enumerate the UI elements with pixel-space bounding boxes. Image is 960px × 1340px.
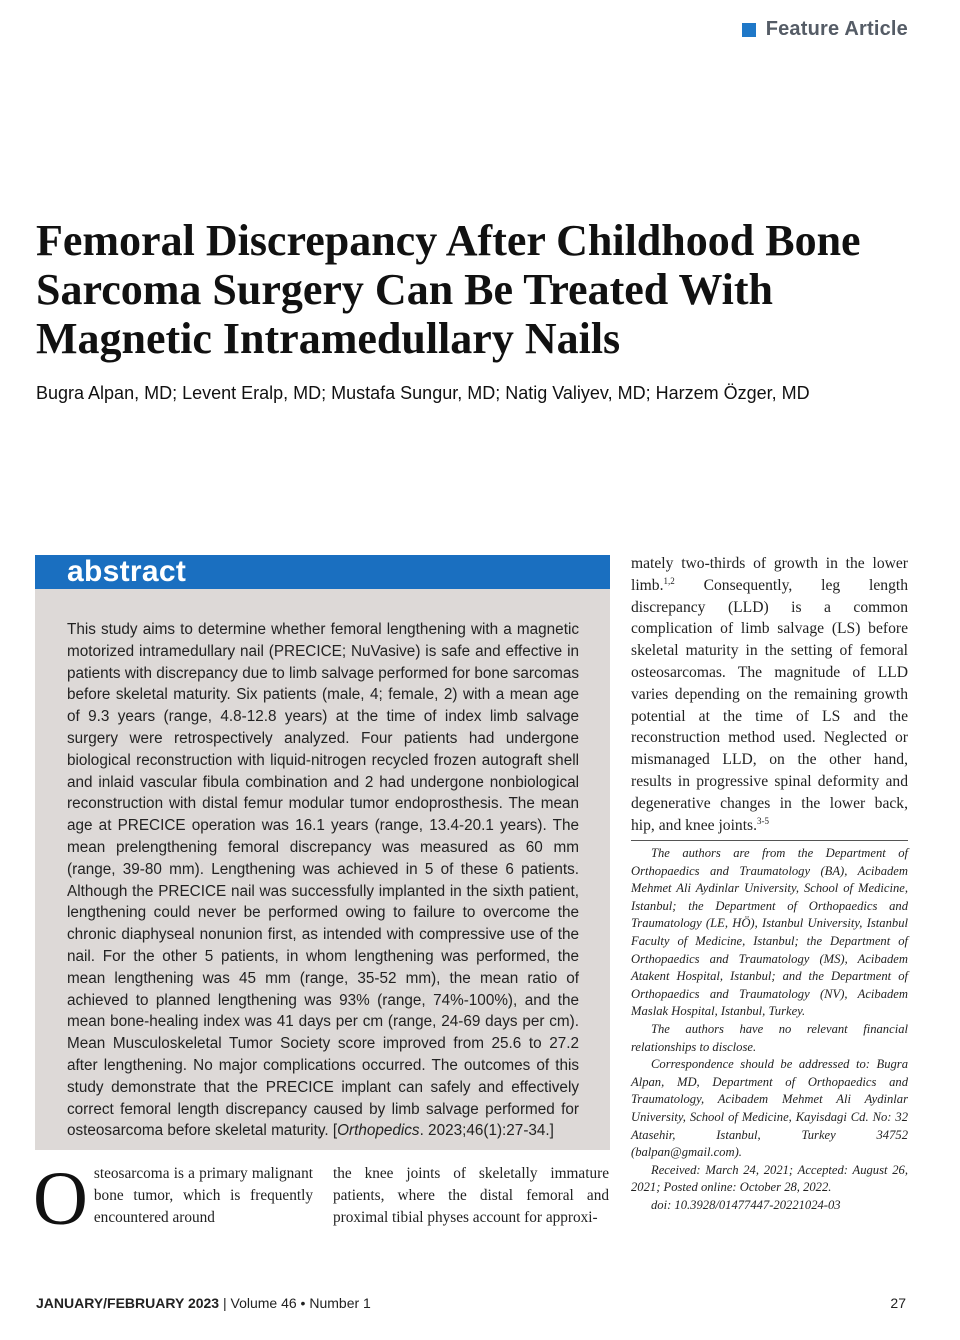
section-label	[742, 18, 908, 41]
abstract-text	[67, 619, 579, 1142]
abstract-heading: abstract	[67, 555, 187, 588]
title-line: Femoral Discrepancy After Childhood Bone	[36, 216, 861, 265]
body-text-col3a: mately two-thirds of growth in the lower limb.	[631, 555, 908, 594]
section-label-text: Feature Article	[765, 18, 908, 40]
body-column-2: the knee joints of skeletally immature patients, where the distal femoral and proximal tibial physes account for approxi-	[333, 1165, 609, 1226]
article-title	[36, 216, 916, 363]
title-line: Magnetic Intramedullary Nails	[36, 314, 621, 363]
footer-volume: | Volume 46 • Number 1	[219, 1295, 371, 1311]
drop-cap: O	[33, 1157, 88, 1241]
abstract-header	[35, 555, 610, 589]
notes-divider	[631, 840, 908, 841]
footer-issue: JANUARY/FEBRUARY 2023	[36, 1295, 220, 1311]
body-text-col3b: Consequently, leg length discrepancy (LLD) is a common complication of limb salvage (LS) before skeletal maturity in the setting of femoral osteosarcomas. The magnitude of LLD varies depending on the remaining growth potential at the time of LS and the reconstruction method used. Neglected or mismanaged LLD, on the other hand, results in progressive spinal deformity and degenerative changes in the lower back, hip, and knee joints.	[631, 576, 908, 834]
reference-superscript: 3-5	[757, 815, 770, 826]
disclosure-note: The authors have no relevant financial relationships to disclose.	[631, 1021, 908, 1054]
doi-note: doi: 10.3928/01477447-20221024-03	[651, 1197, 841, 1212]
body-text-col1: steosarcoma is a primary malignant bone tumor, which is frequently encountered around	[93, 1165, 313, 1226]
article-notes	[631, 845, 908, 1214]
affiliations-note: The authors are from the Department of Orthopaedics and Traumatology (BA), Acibadem Mehmet Ali Aydinlar University, School of Medicine, Istanbul; the Department of Orthopaedics and Traumatology (LE, HÖ), Istanbul University, Istanbul Faculty of Medicine, Istanbul; the Department of Orthopaedics and Traumatology (MS), Acibadem Atakent Hospital, Istanbul; and the Department of Orthopaedics and Traumatology (NV), Acibadem Maslak Hospital, Istanbul, Turkey.	[631, 846, 908, 1019]
dates-note: Received: March 24, 2021; Accepted: August 26, 2021; Posted online: October 28, 2022.	[631, 1162, 908, 1195]
correspondence-note: Correspondence should be addressed to: Bugra Alpan, MD, Department of Orthopaedics and Traumatology, Acibadem Mehmet Ali Aydinlar University, School of Medicine, Kayisdagi Cd. No: 32 Atasehir, Istanbul, Turkey 34752 (balpan@gmail.com).	[631, 1057, 908, 1160]
reference-superscript: 1,2	[663, 575, 675, 586]
abstract-citation-rest: . 2023;46(1):27-34.]	[419, 1122, 554, 1140]
title-line: Sarcoma Surgery Can Be Treated With	[36, 265, 773, 314]
abstract-box	[35, 555, 610, 1150]
abstract-citation-journal: Orthopedics	[337, 1122, 420, 1140]
body-column-1	[33, 1157, 313, 1241]
abstract-body: This study aims to determine whether femoral lengthening with a magnetic motorized intramedullary nail (PRECICE; NuVasive) is safe and effective in patients with discrepancy due to limb salvage performed for bone sarcomas before skeletal maturity. Six patients (male, 4; female, 2) with a mean age of 9.3 years (range, 4.8-12.8 years) at the time of index limb salvage surgery were retrospectively analyzed. Four patients had undergone biological reconstruction with liquid-nitrogen recycled frozen autograft shell and inlaid vascular fibula combination and 2 had undergone nonbiological reconstruction with distal femur modular tumor endoprosthesis. The mean age at PRECICE operation was 16.1 years (range, 13.4-20.1 years). The mean prelengthening femoral discrepancy was measured as 60 mm (range, 39-80 mm). Lengthening was achieved in 5 of these 6 patients. Although the PRECICE nail was successfully implanted in the sixth patient, lengthening could never be performed owing to failure to overcome the chronic diaphyseal nonunion first, as intended with compressive use of the nail. For the other 5 patients, in whom lengthening was performed, the mean lengthening was 45 mm (range, 35-52 mm), the mean ratio of achieved to planned lengthening was 93% (range, 74%-100%), and the mean bone-healing index was 41 days per cm (range, 24-69 days per cm). Mean Musculoskeletal Tumor Society score improved from 25.6 to 27.2 after lengthening. No major complications occurred. The outcomes of this study demonstrate that the PRECICE implant can safely and effectively correct femoral length discrepancy caused by limb salvage performed for osteosarcoma before skeletal maturity. [	[67, 621, 579, 1140]
page-number: 27	[890, 1295, 906, 1311]
body-column-3	[631, 553, 908, 836]
author-list: Bugra Alpan, MD; Levent Eralp, MD; Mustafa Sungur, MD; Natig Valiyev, MD; Harzem Özger, MD	[36, 383, 810, 403]
footer-issue-info	[36, 1295, 371, 1311]
section-square-icon	[742, 23, 756, 37]
